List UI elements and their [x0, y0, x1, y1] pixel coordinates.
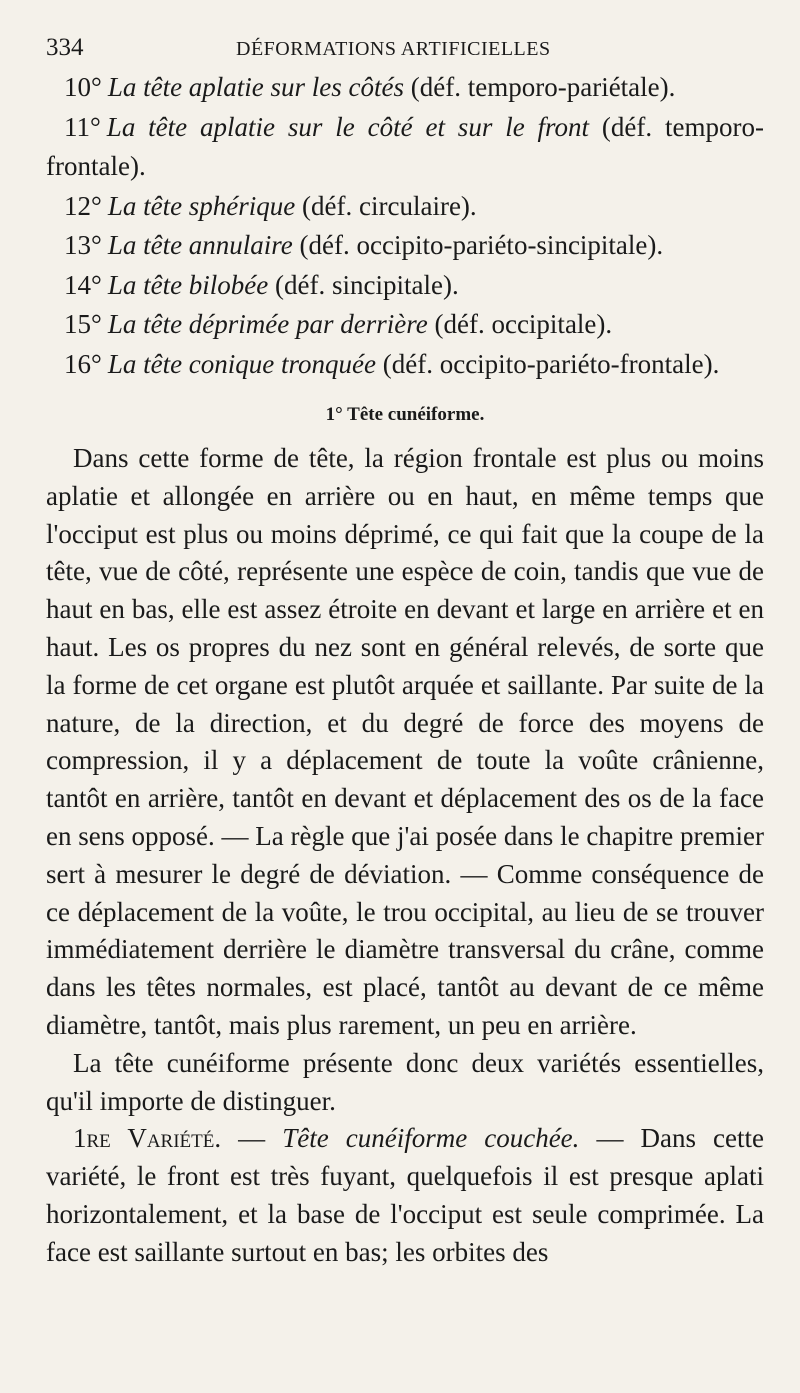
list-item [46, 226, 764, 266]
list-item-text: (déf. temporo-frontale). [46, 111, 764, 181]
list-number: 13° [64, 230, 102, 260]
list-item-title: La tête conique tronquée [107, 348, 376, 379]
list-number: 11° [64, 111, 101, 142]
variety-dash: — [221, 1123, 283, 1154]
list-item-text: (déf. circulaire). [295, 190, 477, 221]
list-number: 15° [64, 309, 102, 339]
list-number: 10° [64, 72, 102, 102]
page-number: 334 [46, 34, 84, 61]
variety-title: Tête cunéiforme couchée. [282, 1123, 580, 1154]
list-item-text: (déf. temporo-pariétale). [404, 72, 676, 102]
body-paragraph: Dans cette forme de tête, la région frontale est plus ou moins aplatie et allongée en arrière ou en haut, en même temps que l'occiput est plus ou moins déprimé, ce qui fait que la coupe de la tête, vue de côté, représente une espèce de coin, tandis que vue de haut en bas, elle est assez étroite en devant et large en arrière et en haut. Les os propres du nez sont en général relevés, de sorte que la forme de cet organe est plutôt arquée et saillante. Par suite de la nature, de la direction, et du degré de force des moyens de compression, il y a déplacement de toute la voûte crânienne, tantôt en arrière, tantôt en devant et déplacement des os de la face en sens opposé. — La règle que j'ai posée dans le chapitre premier sert à mesurer le degré de déviation. — Comme conséquence de ce déplacement de la voûte, le trou occipital, au lieu de se trouver immédiatement derrière le diamètre transversal du crâne, comme dans les têtes normales, est placé, tantôt au devant de ce même diamètre, tantôt, mais plus rarement, un peu en arrière. [46, 443, 764, 1040]
body-paragraph: La tête cunéiforme présente donc deux variétés essentielles, qu'il importe de distinguer. [46, 1047, 764, 1116]
list-item [46, 266, 764, 306]
list-item-title: La tête sphérique [107, 190, 296, 221]
section-title: 1° Tête cunéiforme. [325, 404, 485, 425]
list-item-title: La tête bilobée [107, 269, 269, 300]
list-item-title: La tête aplatie sur le côté et sur le front [106, 111, 590, 142]
list-item-title: La tête annulaire [107, 230, 293, 260]
list-item [46, 345, 764, 385]
running-head: DÉFORMATIONS ARTIFICIELLES [236, 38, 551, 60]
list-number: 14° [64, 269, 102, 300]
list-item [46, 108, 764, 187]
list-item-text: (déf. occipito-pariéto-sincipitale). [292, 230, 664, 260]
list-item-text: (déf. occipito-pariéto-frontale). [376, 348, 720, 379]
list-item [46, 68, 764, 108]
variety-paragraph [46, 1120, 764, 1271]
list-item-text: (déf. sincipitale). [268, 269, 459, 300]
list-number: 12° [64, 190, 102, 221]
list-item [46, 305, 764, 345]
list-item-title: La tête aplatie sur les côtés [107, 72, 405, 102]
list-item-title: La tête déprimée par derrière [107, 309, 428, 339]
deformation-list [46, 68, 764, 384]
list-item-text: (déf. occipitale). [427, 309, 613, 339]
page-header [46, 34, 764, 62]
variety-text: — Dans cette variété, le front est très fuyant, quelquefois il est presque aplati horizontalement, et la base de l'occiput est seule comprimée. La face est saillante surtout en bas; les orbites des [46, 1123, 764, 1267]
list-item [46, 187, 764, 227]
list-number: 16° [64, 348, 102, 379]
variety-label: 1re Variété. [73, 1123, 222, 1154]
